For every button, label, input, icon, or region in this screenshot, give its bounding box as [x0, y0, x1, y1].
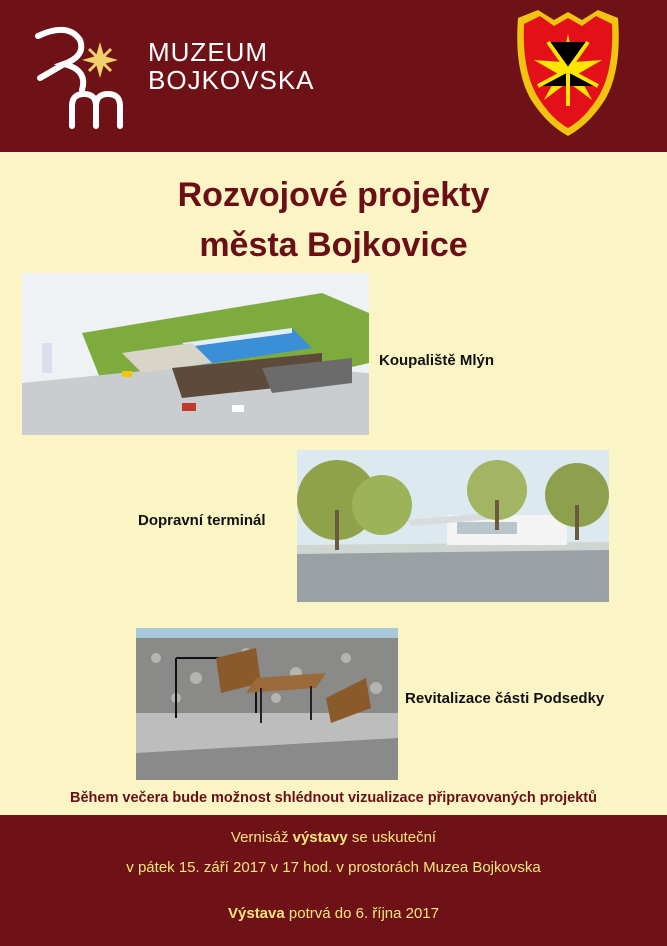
header-banner	[0, 0, 667, 152]
logo-line-2: BOJKOVSKA	[148, 65, 315, 95]
project-caption-2: Dopravní terminál	[138, 512, 266, 529]
coat-of-arms-icon	[510, 8, 626, 138]
swimming-pool-image	[22, 273, 369, 435]
vystava-word: Výstava	[228, 905, 285, 922]
museum-name	[148, 38, 315, 94]
project-caption-3: Revitalizace části Podsedky	[405, 690, 605, 707]
title-line-1: Rozvojové projekty	[177, 176, 490, 214]
vernisaz-line	[0, 829, 667, 846]
footer-banner	[0, 815, 667, 946]
vernisaz-word: Vernisáž	[230, 829, 289, 846]
vernisaz-rest: se uskuteční	[351, 829, 437, 846]
logo-line-1: MUZEUM	[148, 37, 269, 67]
duration-line	[0, 905, 667, 922]
date-line: v pátek 15. září 2017 v 17 hod. v prostorách Muzea Bojkovska	[126, 859, 541, 876]
transport-terminal-image	[297, 450, 609, 602]
museum-logo	[28, 22, 348, 132]
duration-rest: potrvá do 6. října 2017	[288, 905, 439, 922]
3m-logo-icon	[28, 22, 138, 132]
project-caption-1: Koupaliště Mlýn	[379, 352, 495, 369]
title-line-2: města Bojkovice	[199, 226, 468, 264]
page-title	[0, 170, 667, 270]
vystavy-word: výstavy	[292, 829, 348, 846]
benches-table-image	[136, 628, 398, 780]
evening-note: Během večera bude možnost shlédnout vizualizace připravovaných projektů	[70, 790, 597, 806]
